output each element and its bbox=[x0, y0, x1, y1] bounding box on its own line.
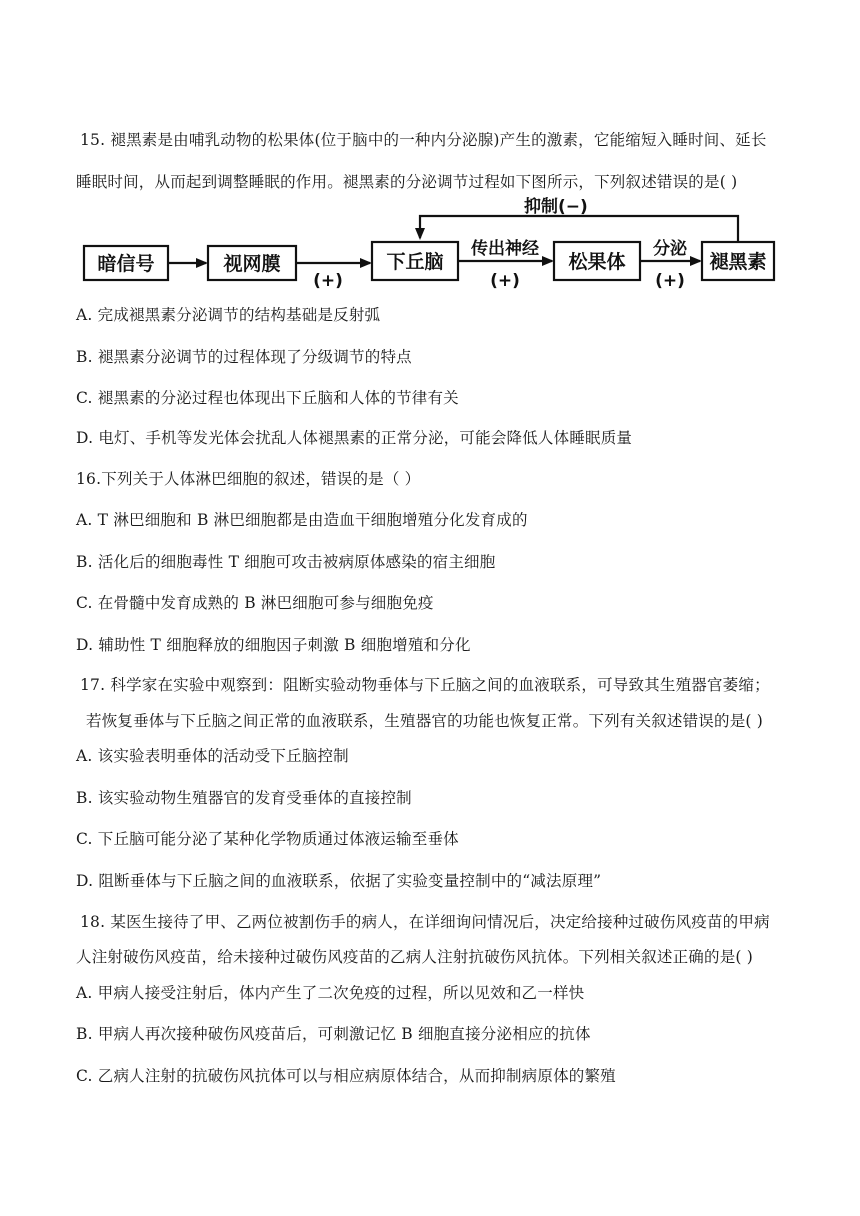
q18-option-a: A. 甲病人接受注射后，体内产生了二次免疫的过程，所以见效和乙一样快 bbox=[76, 984, 585, 1002]
q18-stem-line-2: 人注射破伤风疫苗，给未接种过破伤风疫苗的乙病人注射抗破伤风抗体。下列相关叙述正确的是( ) bbox=[76, 948, 754, 966]
q16-option-c: C. 在骨髓中发育成熟的 B 淋巴细胞可参与细胞免疫 bbox=[76, 594, 434, 612]
q17-option-d: D. 阻断垂体与下丘脑之间的血液联系，依据了实验变量控制中的“减法原理” bbox=[76, 872, 602, 890]
label-plus-2: (+) bbox=[490, 271, 520, 290]
label-secrete: 分泌 bbox=[653, 239, 687, 259]
q17-stem-line-2: 若恢复垂体与下丘脑之间正常的血液联系，生殖器官的功能也恢复正常。下列有关叙述错误的是( ) bbox=[86, 712, 764, 730]
q17-option-b: B. 该实验动物生殖器官的发育受垂体的直接控制 bbox=[76, 789, 412, 807]
q16-option-d: D. 辅助性 T 细胞释放的细胞因子刺激 B 细胞增殖和分化 bbox=[76, 636, 471, 654]
label-plus-1: (+) bbox=[313, 271, 343, 290]
label-inhibit: 抑制(−) bbox=[524, 197, 588, 217]
box-melatonin-label: 褪黑素 bbox=[709, 251, 767, 273]
q15-option-a: A. 完成褪黑素分泌调节的结构基础是反射弧 bbox=[76, 306, 381, 324]
q18-option-b: B. 甲病人再次接种破伤风疫苗后，可刺激记忆 B 细胞直接分泌相应的抗体 bbox=[76, 1025, 591, 1043]
box-pineal-gland-label: 松果体 bbox=[568, 251, 626, 273]
q16-stem: 16.下列关于人体淋巴细胞的叙述，错误的是（ ） bbox=[76, 470, 421, 488]
inhibit-feedback-arrow bbox=[420, 216, 738, 242]
q17-stem-line-1: 17. 科学家在实验中观察到：阻断实验动物垂体与下丘脑之间的血液联系，可导致其生殖器官萎缩； bbox=[80, 676, 770, 694]
q17-option-a: A. 该实验表明垂体的活动受下丘脑控制 bbox=[76, 747, 349, 765]
q15-stem-line-1: 15. 褪黑素是由哺乳动物的松果体(位于脑中的一种内分泌腺)产生的激素，它能缩短入睡时间、延长 bbox=[80, 131, 767, 149]
q18-stem-line-1: 18. 某医生接待了甲、乙两位被割伤手的病人，在详细询问情况后，决定给接种过破伤风疫苗的甲病 bbox=[80, 913, 770, 931]
q17-option-c: C. 下丘脑可能分泌了某种化学物质通过体液运输至垂体 bbox=[76, 830, 459, 848]
q15-flow-diagram bbox=[76, 194, 784, 290]
q16-option-a: A. T 淋巴细胞和 B 淋巴细胞都是由造血干细胞增殖分化发育成的 bbox=[76, 511, 528, 529]
label-plus-3: (+) bbox=[655, 271, 685, 290]
box-dark-signal-label: 暗信号 bbox=[97, 253, 155, 275]
box-hypothalamus-label: 下丘脑 bbox=[386, 251, 444, 273]
q15-stem-line-2: 睡眠时间，从而起到调整睡眠的作用。褪黑素的分泌调节过程如下图所示，下列叙述错误的是( ) bbox=[76, 173, 738, 191]
q18-option-c: C. 乙病人注射的抗破伤风抗体可以与相应病原体结合，从而抑制病原体的繁殖 bbox=[76, 1067, 616, 1085]
q16-option-b: B. 活化后的细胞毒性 T 细胞可攻击被病原体感染的宿主细胞 bbox=[76, 553, 496, 571]
q15-option-d: D. 电灯、手机等发光体会扰乱人体褪黑素的正常分泌，可能会降低人体睡眠质量 bbox=[76, 429, 633, 447]
box-retina-label: 视网膜 bbox=[223, 253, 281, 275]
q15-option-c: C. 褪黑素的分泌过程也体现出下丘脑和人体的节律有关 bbox=[76, 389, 459, 407]
label-efferent-nerve: 传出神经 bbox=[471, 239, 539, 259]
q15-option-b: B. 褪黑素分泌调节的过程体现了分级调节的特点 bbox=[76, 348, 412, 366]
